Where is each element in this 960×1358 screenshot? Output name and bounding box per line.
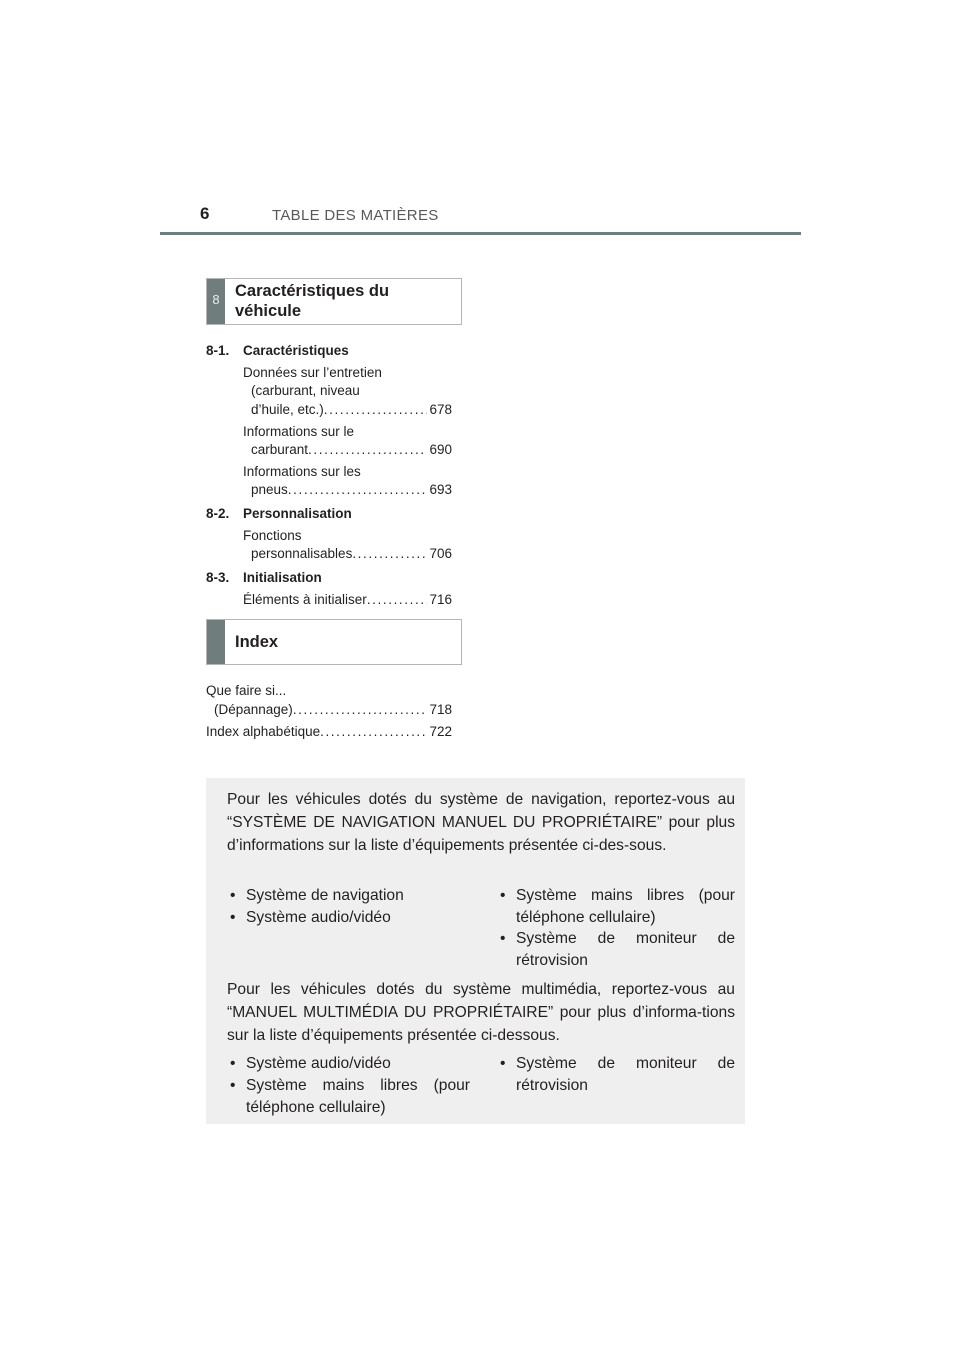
toc-entry-line[interactable]: (carburant, niveau — [251, 383, 360, 398]
header-divider — [160, 232, 801, 235]
toc-entry-text: d’huile, etc.) — [251, 402, 324, 417]
section-number: 8 — [212, 292, 220, 307]
leader-dots — [367, 591, 428, 609]
toc-entry-row[interactable] — [251, 545, 452, 563]
section-8-heading[interactable] — [206, 278, 462, 325]
toc-entry-text: carburant — [251, 442, 309, 457]
chapter-number: 8-3. — [206, 570, 230, 585]
list-item-text: Système audio/vidéo — [246, 909, 391, 926]
bullet-icon: • — [230, 1055, 236, 1072]
toc-entry-text: personnalisables — [251, 546, 353, 561]
page-header-title: TABLE DES MATIÈRES — [272, 207, 439, 224]
note-box — [206, 778, 745, 1124]
note-paragraph: Pour les véhicules dotés du système de navigation, reportez-vous au “SYSTÈME DE NAVIGATION MANUEL DU PROPRIÉTAIRE” pour plus d’informations sur la liste d’équipements présentée ci-des-sous. — [227, 791, 735, 854]
bullet-icon: • — [230, 909, 236, 926]
list-item-text: Système mains libres (pour téléphone cellulaire) — [246, 1077, 470, 1116]
toc-entry-row[interactable] — [243, 591, 452, 609]
chapter-number: 8-1. — [206, 343, 230, 358]
toc-entry-text: Index alphabétique — [206, 724, 321, 739]
bullet-icon: • — [500, 887, 506, 904]
toc-entry-line[interactable]: Informations sur les — [243, 464, 361, 479]
chapter-title[interactable]: Personnalisation — [243, 506, 352, 521]
note-paragraph: Pour les véhicules dotés du système multimédia, reportez-vous au “MANUEL MULTIMÉDIA DU PROPRIÉTAIRE” pour plus d’informa-tions sur la liste d’équipements présentée ci-dessous. — [227, 981, 735, 1044]
leader-dots — [352, 545, 427, 563]
section-8-tab — [207, 279, 225, 324]
list-item-text: Système de moniteur de rétrovision — [516, 1055, 735, 1094]
toc-entry-row[interactable] — [206, 723, 452, 741]
toc-page-number: 678 — [429, 402, 452, 417]
section-index-heading[interactable] — [206, 619, 462, 665]
toc-entry-row[interactable] — [251, 481, 452, 499]
bullet-icon: • — [230, 1077, 236, 1094]
leader-dots — [293, 701, 428, 719]
section-title-line-1: Caractéristiques du — [235, 282, 390, 300]
toc-entry-text: Éléments à initialiser — [243, 592, 367, 607]
toc-page-number: 718 — [429, 702, 452, 717]
section-title: Index — [235, 633, 279, 651]
toc-entry-line[interactable]: Données sur l’entretien — [243, 365, 382, 380]
toc-entry-line[interactable]: Fonctions — [243, 528, 302, 543]
section-title-line-2: véhicule — [235, 302, 302, 320]
bullet-icon: • — [500, 1055, 506, 1072]
toc-page-number: 706 — [429, 546, 452, 561]
page-number: 6 — [200, 204, 210, 223]
leader-dots — [288, 481, 428, 499]
list-item-text: Système de navigation — [246, 887, 404, 904]
toc-entry-row[interactable] — [214, 701, 452, 719]
toc-entry-text: pneus — [251, 482, 288, 497]
toc-entry-line[interactable]: Que faire si... — [206, 683, 287, 698]
toc-entry-line[interactable]: Informations sur le — [243, 424, 355, 439]
toc-page-number: 690 — [429, 442, 452, 457]
list-item-text: Système de moniteur de rétrovision — [516, 930, 735, 969]
toc-entry-text: (Dépannage) — [214, 702, 293, 717]
toc-page-number: 722 — [429, 724, 452, 739]
list-item-text: Système mains libres (pour téléphone cellulaire) — [516, 887, 735, 926]
leader-dots — [308, 441, 427, 459]
chapter-title[interactable]: Caractéristiques — [243, 343, 349, 358]
leader-dots — [324, 401, 428, 419]
chapter-number: 8-2. — [206, 506, 230, 521]
bullet-icon: • — [500, 930, 506, 947]
section-index-tab — [207, 620, 225, 664]
bullet-icon: • — [230, 887, 236, 904]
toc-page-number: 693 — [429, 482, 452, 497]
list-item-text: Système audio/vidéo — [246, 1055, 391, 1072]
toc-entry-row[interactable] — [251, 441, 452, 459]
chapter-title[interactable]: Initialisation — [243, 570, 322, 585]
leader-dots — [320, 723, 427, 741]
toc-entry-row[interactable] — [251, 401, 452, 419]
toc-page-number: 716 — [429, 592, 452, 607]
